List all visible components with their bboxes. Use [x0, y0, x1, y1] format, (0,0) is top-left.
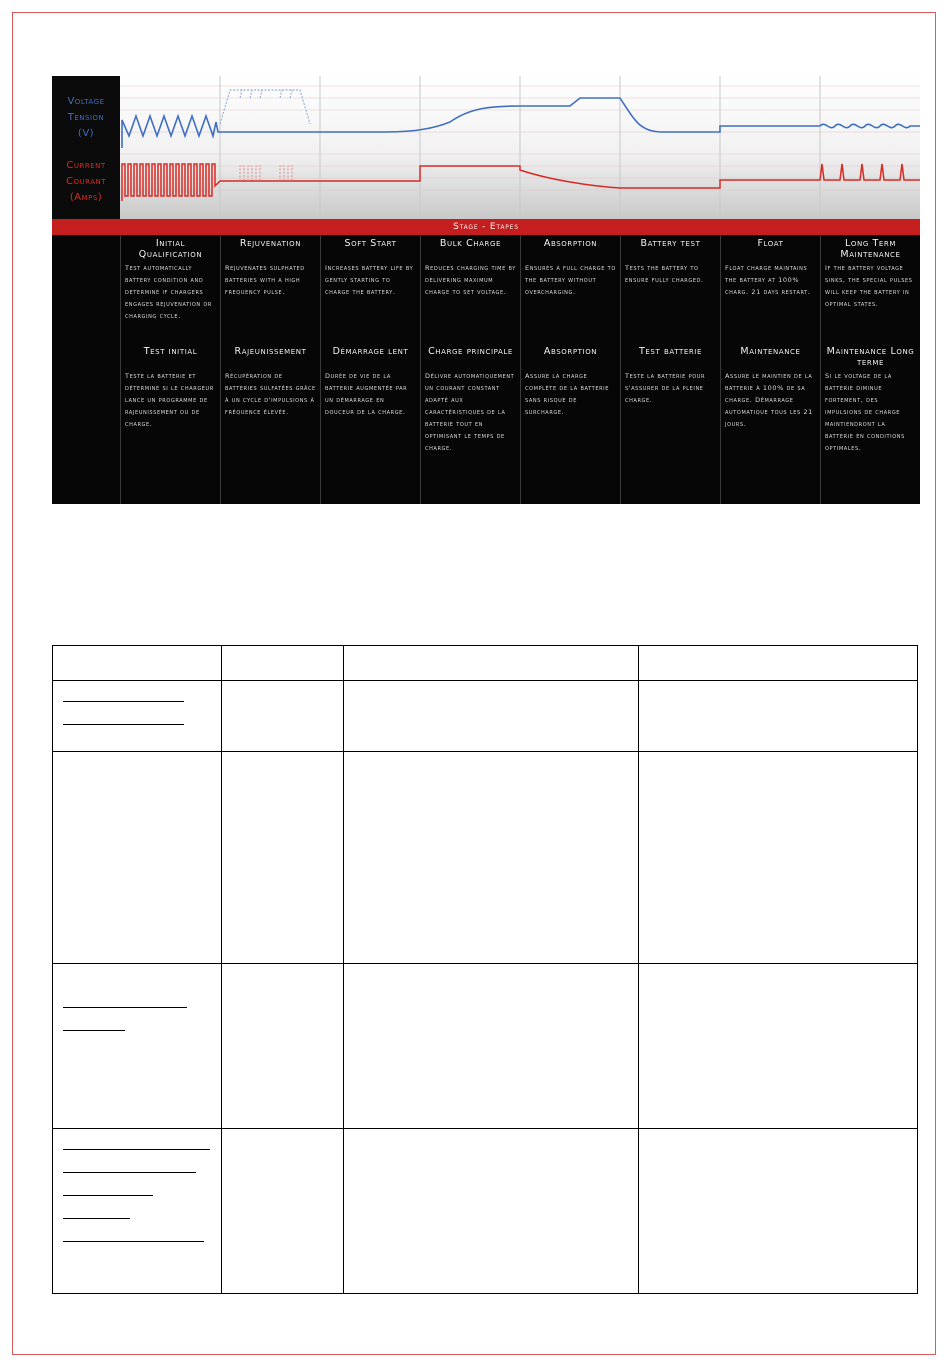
table-cell	[639, 1129, 918, 1294]
stage-absorption	[520, 235, 620, 504]
table-cell	[639, 752, 918, 964]
table-cell	[53, 681, 222, 752]
stage-bar: Stage - Etapes	[52, 219, 920, 235]
table-cell	[221, 1129, 343, 1294]
current-label-fr: Courant	[66, 176, 106, 187]
stage-title-fr: Absorption	[543, 346, 598, 357]
table-row	[53, 752, 918, 964]
stage-title-fr: Démarrage lent	[332, 346, 409, 357]
stage-title-en: Battery test	[640, 238, 701, 249]
current-label-unit: (Amps)	[69, 192, 103, 203]
stage-en-block	[625, 238, 716, 346]
stage-fr-block	[225, 346, 316, 418]
stage-desc-en: Tests the battery to ensure fully charged.	[625, 264, 704, 284]
stage-title-en: Absorption	[543, 238, 598, 249]
stage-en-block	[125, 238, 216, 346]
stage-long-term-maintenance	[820, 235, 920, 504]
redacted-line	[63, 1218, 130, 1219]
stage-fr-block	[525, 346, 616, 418]
stage-title-en: Bulk Charge	[439, 238, 502, 249]
stage-en-block	[525, 238, 616, 346]
stage-fr-block	[125, 346, 216, 430]
stage-rejuvenation	[220, 235, 320, 504]
stage-initial-qualification	[120, 235, 220, 504]
stage-title-en: Initial Qualification	[138, 238, 203, 260]
table-cell	[639, 681, 918, 752]
stage-fr-block	[625, 346, 716, 406]
stage-fr-block	[325, 346, 416, 418]
table-cell	[53, 646, 222, 681]
table-cell	[221, 646, 343, 681]
stage-desc-fr: Teste la batterie et détermine si le chargeur lance un programme de rajeunissement ou de charge.	[125, 372, 214, 428]
stage-desc-fr: Durée de vie de la batterie augmentée par un démarrage en douceur de la charge.	[325, 372, 408, 416]
current-label	[52, 158, 120, 206]
stage-fr-block	[725, 346, 816, 430]
redacted-line	[63, 701, 184, 702]
stage-desc-fr: Assure la charge complète de la batterie sans risque de surcharge.	[525, 372, 609, 416]
stage-desc-fr: Si le voltage de la batterie diminue fortement, des impulsions de charge maintiendront la batterie en conditions optimales.	[825, 372, 905, 452]
stage-title-fr: Maintenance	[740, 346, 801, 357]
table-cell	[343, 1129, 639, 1294]
charging-stages-infographic	[52, 76, 920, 504]
redacted-line	[63, 1195, 153, 1196]
redacted-line	[63, 1241, 204, 1242]
stage-fr-block	[825, 346, 916, 454]
stage-battery-test	[620, 235, 720, 504]
stage-title-fr: Charge principale	[428, 346, 513, 357]
stage-title-fr: Rajeunissement	[234, 346, 307, 357]
redacted-line	[63, 1007, 187, 1008]
redacted-line	[63, 1149, 210, 1150]
table-cell	[343, 964, 639, 1129]
stage-desc-en: Increases battery life by gently starting to charge the battery.	[325, 264, 414, 296]
table-row	[53, 964, 918, 1129]
stage-en-block	[325, 238, 416, 346]
table-cell	[343, 752, 639, 964]
stage-columns	[120, 235, 920, 504]
table-header-row	[53, 646, 918, 681]
redacted-line	[63, 1030, 125, 1031]
stage-en-block	[825, 238, 916, 346]
table-row	[53, 681, 918, 752]
table-cell	[53, 964, 222, 1129]
table-cell	[639, 964, 918, 1129]
axis-label-column	[52, 76, 120, 219]
table-cell	[343, 681, 639, 752]
voltage-label	[52, 94, 120, 142]
stage-desc-fr: Récupération de batteries sulfatées grâce à un cycle d'impulsions à fréquence élevée.	[225, 372, 316, 416]
table-cell	[53, 752, 222, 964]
stage-title-fr: Maintenance Long terme	[826, 346, 915, 368]
table-cell	[639, 646, 918, 681]
stage-soft-start	[320, 235, 420, 504]
stage-desc-en: Test automatically battery condition and determine if chargers engages rejuvenation or charging cycle.	[125, 264, 212, 320]
voltage-label-en: Voltage	[67, 96, 105, 107]
stage-title-en: Float	[757, 238, 784, 249]
voltage-label-unit: (V)	[77, 128, 95, 139]
current-label-en: Current	[66, 160, 106, 171]
stage-bulk-charge	[420, 235, 520, 504]
stage-desc-fr: Délivre automatiquement un courant constant adapté aux caractéristiques de la batterie tout en optimisant le temps de charge.	[425, 372, 515, 452]
table-cell	[343, 646, 639, 681]
stage-title-fr: Test initial	[143, 346, 198, 357]
stage-en-block	[425, 238, 516, 346]
stage-title-fr: Test batterie	[638, 346, 702, 357]
stage-desc-en: Float charge maintains the battery at 100% charg. 21 days restart.	[725, 264, 811, 296]
stage-float	[720, 235, 820, 504]
charging-waveform-graph	[120, 76, 920, 219]
table-cell	[53, 1129, 222, 1294]
stage-desc-en: If the battery voltage sinks, the special pulses will keep the battery in optimal states.	[825, 264, 913, 308]
table-cell	[221, 752, 343, 964]
table-cell	[221, 964, 343, 1129]
stage-desc-en: Rejuvenates sulphated batteries with a high frequency pulse.	[225, 264, 305, 296]
stage-title-en: Soft Start	[344, 238, 397, 249]
stage-desc-fr: Teste la batterie pour s'assurer de la pleine charge.	[625, 372, 706, 404]
stage-en-block	[225, 238, 316, 346]
redacted-line	[63, 1172, 196, 1173]
stage-title-en: Long Term Maintenance	[840, 238, 901, 260]
redacted-line	[63, 724, 184, 725]
stage-desc-fr: Assure le maintien de la batterie à 100% de sa charge. Démarrage automatique tous les 21 jours.	[725, 372, 813, 428]
table-cell	[221, 681, 343, 752]
stage-desc-en: Reduces charging time by delivering maximum charge to set voltage.	[425, 264, 516, 296]
voltage-label-fr: Tension	[67, 112, 105, 123]
table-row	[53, 1129, 918, 1294]
stage-desc-en: Ensures a full charge to the battery without overcharging.	[525, 264, 616, 296]
blank-form-table	[52, 645, 918, 1294]
stage-fr-block	[425, 346, 516, 454]
stage-en-block	[725, 238, 816, 346]
stage-title-en: Rejuvenation	[239, 238, 302, 249]
